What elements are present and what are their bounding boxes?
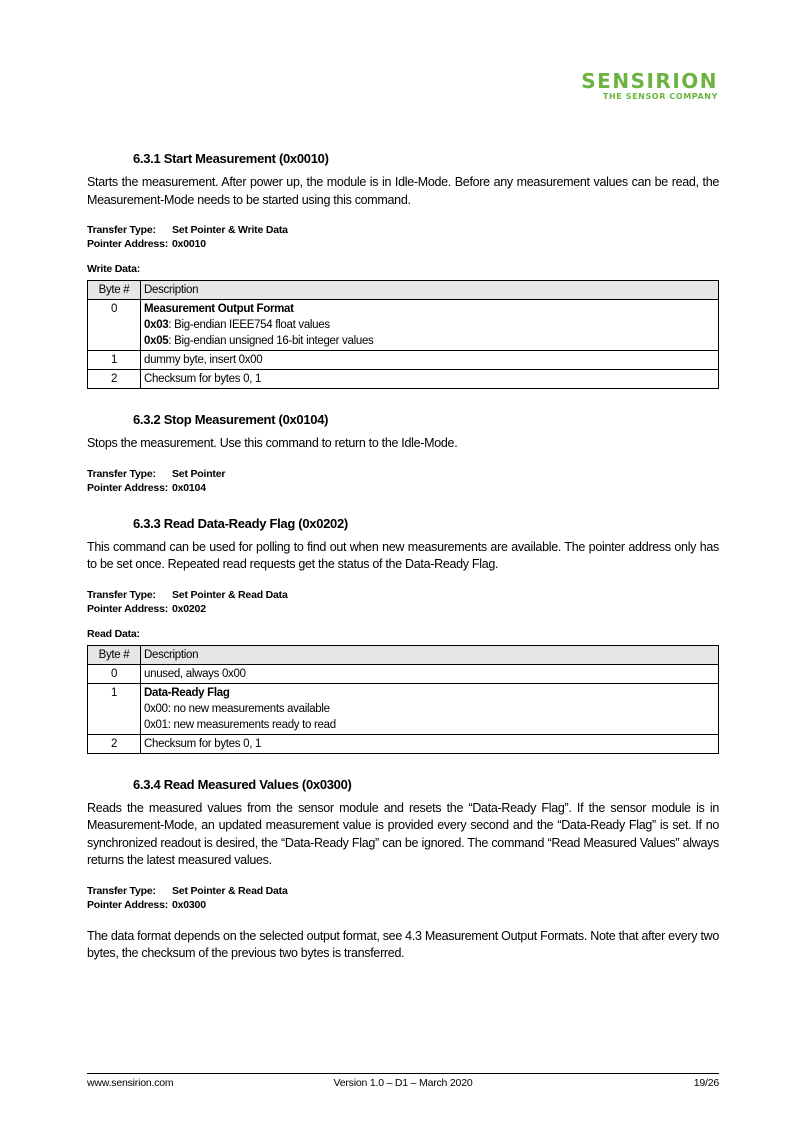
section-body: Starts the measurement. After power up, the module is in Idle-Mode. Before any measurement values can be read, the Measurement-Mode needs to be started using this command. [87, 175, 719, 207]
footer-page-number: 19/26 [693, 1077, 719, 1089]
section-body-note: The data format depends on the selected output format, see 4.3 Measurement Output Formats. Note that after every two bytes, the checksum of the previous two bytes is transferred. [87, 928, 719, 960]
transfer-type-label: Transfer Type: [87, 588, 156, 601]
flag-option: 0x01: new measurements ready to read [144, 718, 336, 731]
transfer-type-label: Transfer Type: [87, 467, 156, 480]
pointer-address-value: 0x0010 [172, 238, 206, 250]
column-header-byte: Byte # [88, 645, 141, 664]
footer-version: Version 1.0 – D1 – March 2020 [333, 1077, 473, 1089]
pointer-address-label: Pointer Address: [87, 481, 169, 494]
section-body: This command can be used for polling to find out when new measurements are available. The pointer address only has to be set once. Repeated read requests get the status of the Data-Ready Flag. [87, 539, 719, 571]
table-row [88, 734, 719, 753]
table-row [88, 370, 719, 389]
transfer-meta [87, 588, 719, 616]
transfer-type-value: Set Pointer & Read Data [172, 884, 288, 897]
description-cell [141, 683, 719, 734]
pointer-address-label: Pointer Address: [87, 238, 169, 250]
pointer-address-value: 0x0104 [172, 481, 206, 494]
description-cell: Checksum for bytes 0, 1 [141, 734, 719, 753]
table-row [88, 300, 719, 351]
section-heading-read-data-ready: 6.3.3 Read Data-Ready Flag (0x0202) [133, 515, 348, 531]
description-cell [141, 300, 719, 351]
transfer-type-label: Transfer Type: [87, 884, 156, 897]
logo-tagline: THE SENSOR COMPANY [602, 92, 718, 101]
column-header-description: Description [141, 645, 719, 664]
byte-cell: 0 [88, 664, 141, 683]
byte-cell: 2 [88, 734, 141, 753]
column-header-byte: Byte # [88, 281, 141, 300]
row-title: Measurement Output Format [144, 303, 294, 315]
format-option: 0x05: Big-endian unsigned 16-bit integer values [144, 335, 374, 347]
byte-cell: 2 [88, 370, 141, 389]
transfer-type-value: Set Pointer & Write Data [172, 224, 288, 236]
transfer-meta [87, 467, 719, 495]
sensirion-logo [581, 70, 718, 102]
footer-divider [87, 1073, 719, 1074]
read-data-table [87, 645, 719, 754]
section-body: Reads the measured values from the sensor module and resets the “Data-Ready Flag”. If the sensor module is in Measurement-Mode, an updated measurement value is provided every second and the “Data-Ready Flag” is set. If no synchronized readout is desired, the “Data-Ready Flag” can be ignored. The command “Read Measured Values” always returns the latest measured values. [87, 800, 719, 867]
transfer-type-value: Set Pointer & Read Data [172, 588, 288, 601]
description-cell: Checksum for bytes 0, 1 [141, 370, 719, 389]
pointer-address-value: 0x0300 [172, 898, 206, 911]
transfer-meta [87, 223, 719, 251]
table-row [88, 683, 719, 734]
byte-cell: 1 [88, 683, 141, 734]
pointer-address-value: 0x0202 [172, 602, 206, 615]
section-heading-start-measurement: 6.3.1 Start Measurement (0x0010) [133, 151, 329, 166]
table-header-row [88, 281, 719, 300]
footer-website-link[interactable]: www.sensirion.com [87, 1077, 174, 1089]
table-row [88, 351, 719, 370]
transfer-type-value: Set Pointer [172, 467, 226, 480]
section-heading-read-measured-values: 6.3.4 Read Measured Values (0x0300) [133, 776, 352, 792]
column-header-description: Description [141, 281, 719, 300]
pointer-address-label: Pointer Address: [87, 898, 169, 911]
row-title: Data-Ready Flag [144, 686, 230, 699]
write-data-label: Write Data: [87, 263, 141, 275]
description-cell: unused, always 0x00 [141, 664, 719, 683]
pointer-address-label: Pointer Address: [87, 602, 169, 615]
byte-cell: 0 [88, 300, 141, 351]
write-data-table [87, 280, 719, 389]
transfer-meta [87, 884, 719, 912]
document-content [87, 150, 719, 977]
section-heading-stop-measurement: 6.3.2 Stop Measurement (0x0104) [133, 412, 329, 427]
byte-cell: 1 [88, 351, 141, 370]
format-option: 0x03: Big-endian IEEE754 float values [144, 319, 330, 331]
logo-wordmark: SENSIRION [581, 69, 718, 93]
section-body: Stops the measurement. Use this command to return to the Idle-Mode. [87, 436, 458, 450]
read-data-label: Read Data: [87, 627, 140, 640]
flag-option: 0x00: no new measurements available [144, 702, 330, 715]
description-cell: dummy byte, insert 0x00 [141, 351, 719, 370]
table-row [88, 664, 719, 683]
transfer-type-label: Transfer Type: [87, 224, 156, 236]
table-header-row [88, 645, 719, 664]
